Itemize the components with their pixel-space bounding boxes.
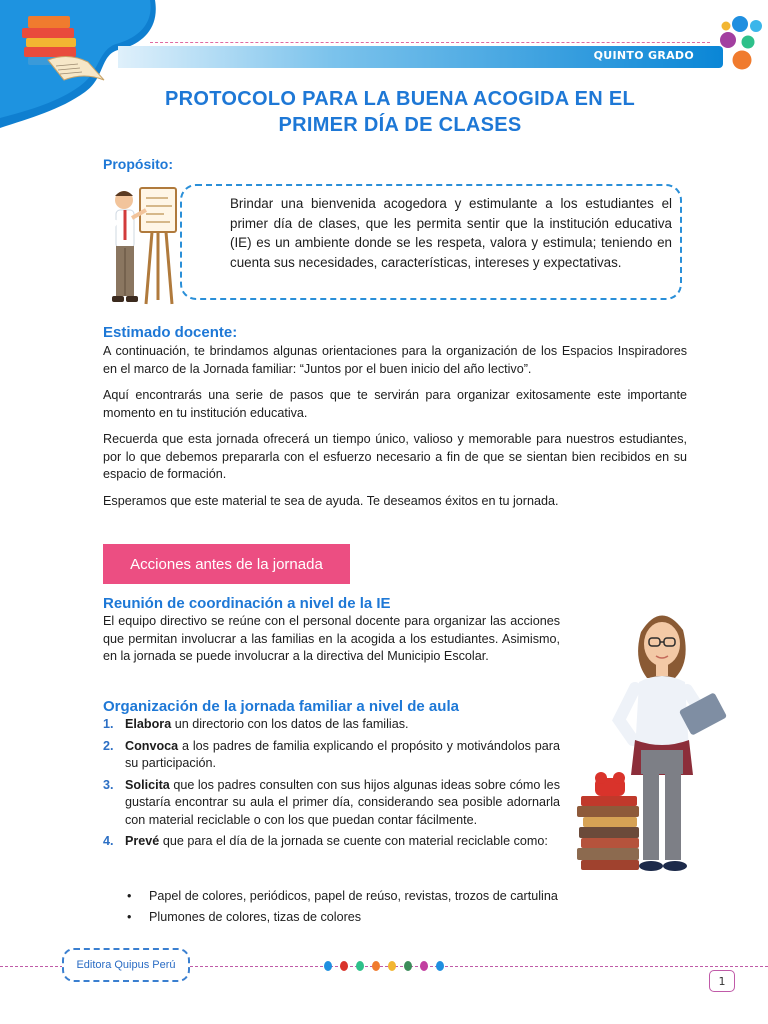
page-number: 1 [718, 974, 726, 988]
title-line-1: PROTOCOLO PARA LA BUENA ACOGIDA EN EL [165, 88, 635, 110]
step-number: 2. [103, 738, 114, 753]
step-text: un directorio con los datos de las familias. [171, 717, 409, 731]
purpose-heading: Propósito: [103, 156, 173, 172]
step-verb: Elabora [125, 717, 172, 731]
grade-label: QUINTO GRADO [593, 49, 694, 62]
material-item: • Papel de colores, periódicos, papel de reúso, revistas, trozos de cartulina [125, 888, 685, 906]
materials-list [125, 888, 685, 929]
step-number: 1. [103, 717, 114, 731]
dear-teacher-heading: Estimado docente: [103, 324, 238, 341]
organization-heading: Organización de la jornada familiar a nivel de aula [103, 698, 459, 715]
intro-paragraph: Aquí encontrarás una serie de pasos que te servirán para organizar exitosamente este importante momento en tu institución educativa. [103, 388, 687, 420]
actions-box-label: Acciones antes de la jornada [130, 555, 323, 573]
step-verb: Solicita [125, 777, 170, 792]
material-item: • Plumones de colores, tizas de colores [125, 909, 685, 927]
meeting-paragraph: El equipo directivo se reúne con el personal docente para organizar las acciones que permitan involucrar a las familias en la acogida a los estudiantes. Asimismo, en la jornada se puede involucrar a la directiva del Municipio Escolar. [103, 614, 560, 663]
intro-paragraph: Recuerda que esta jornada ofrecerá un tiempo único, valioso y memorable para nuestros estudiantes, por lo que debemos prepararla con el esfuerzo necesario a fin de que se sientan bien recibidos en su espacio de formación. [103, 432, 687, 481]
step-text: que para el día de la jornada se cuente con material reciclable como: [159, 834, 548, 848]
publisher-name: Editora Quipus Perú [76, 959, 176, 971]
step-item [103, 738, 560, 773]
step-verb: Prevé [125, 834, 160, 848]
intro-paragraphs [103, 343, 687, 519]
step-number: 4. [103, 834, 114, 848]
teacher-presenting-illustration [102, 180, 182, 316]
steps-list [103, 716, 560, 855]
header-dashed-line [150, 42, 710, 43]
step-text: a los padres de familia explicando el propósito y motivándolos para su participación. [125, 738, 560, 770]
step-text: que los padres consulten con sus hijos algunas ideas sobre cómo les gustaría encontrar su aula el primer día, considerando sea posible adornarla con material reciclable o con los que puedan contar fácilmente. [125, 777, 560, 827]
books-stack-icon [18, 10, 108, 86]
intro-paragraph: Esperamos que este material te sea de ayuda. Te deseamos éxitos en tu jornada. [103, 493, 559, 508]
step-number: 3. [103, 777, 114, 792]
meeting-heading: Reunión de coordinación a nivel de la IE [103, 595, 391, 612]
step-item [103, 777, 560, 830]
title-line-2: PRIMER DÍA DE CLASES [278, 114, 522, 136]
intro-paragraph: A continuación, te brindamos algunas orientaciones para la organización de los Espacios Inspiradores en el marco de la Jornada familiar: “Juntos por el buen inicio del año lectivo”. [103, 344, 687, 376]
actions-before-event-box [103, 544, 350, 584]
colored-pins-decoration [322, 958, 444, 976]
page-number-box [709, 970, 735, 992]
page-title [100, 86, 700, 138]
publisher-badge [62, 948, 190, 982]
purpose-text: Brindar una bienvenida acogedora y estimulante a los estudiantes el primer día de clases, que les permita sentir que la institución educativa (IE) es un ambiente donde se les respeta, valora y estimula; teniendo en cuenta sus necesidades, características, intereses y expectativas. [230, 196, 672, 270]
teacher-with-books-illustration [575, 600, 735, 880]
step-verb: Convoca [125, 738, 179, 753]
purpose-box [180, 184, 682, 300]
colored-dots-decoration [712, 14, 768, 70]
step-item [103, 716, 560, 734]
step-item [103, 833, 560, 851]
